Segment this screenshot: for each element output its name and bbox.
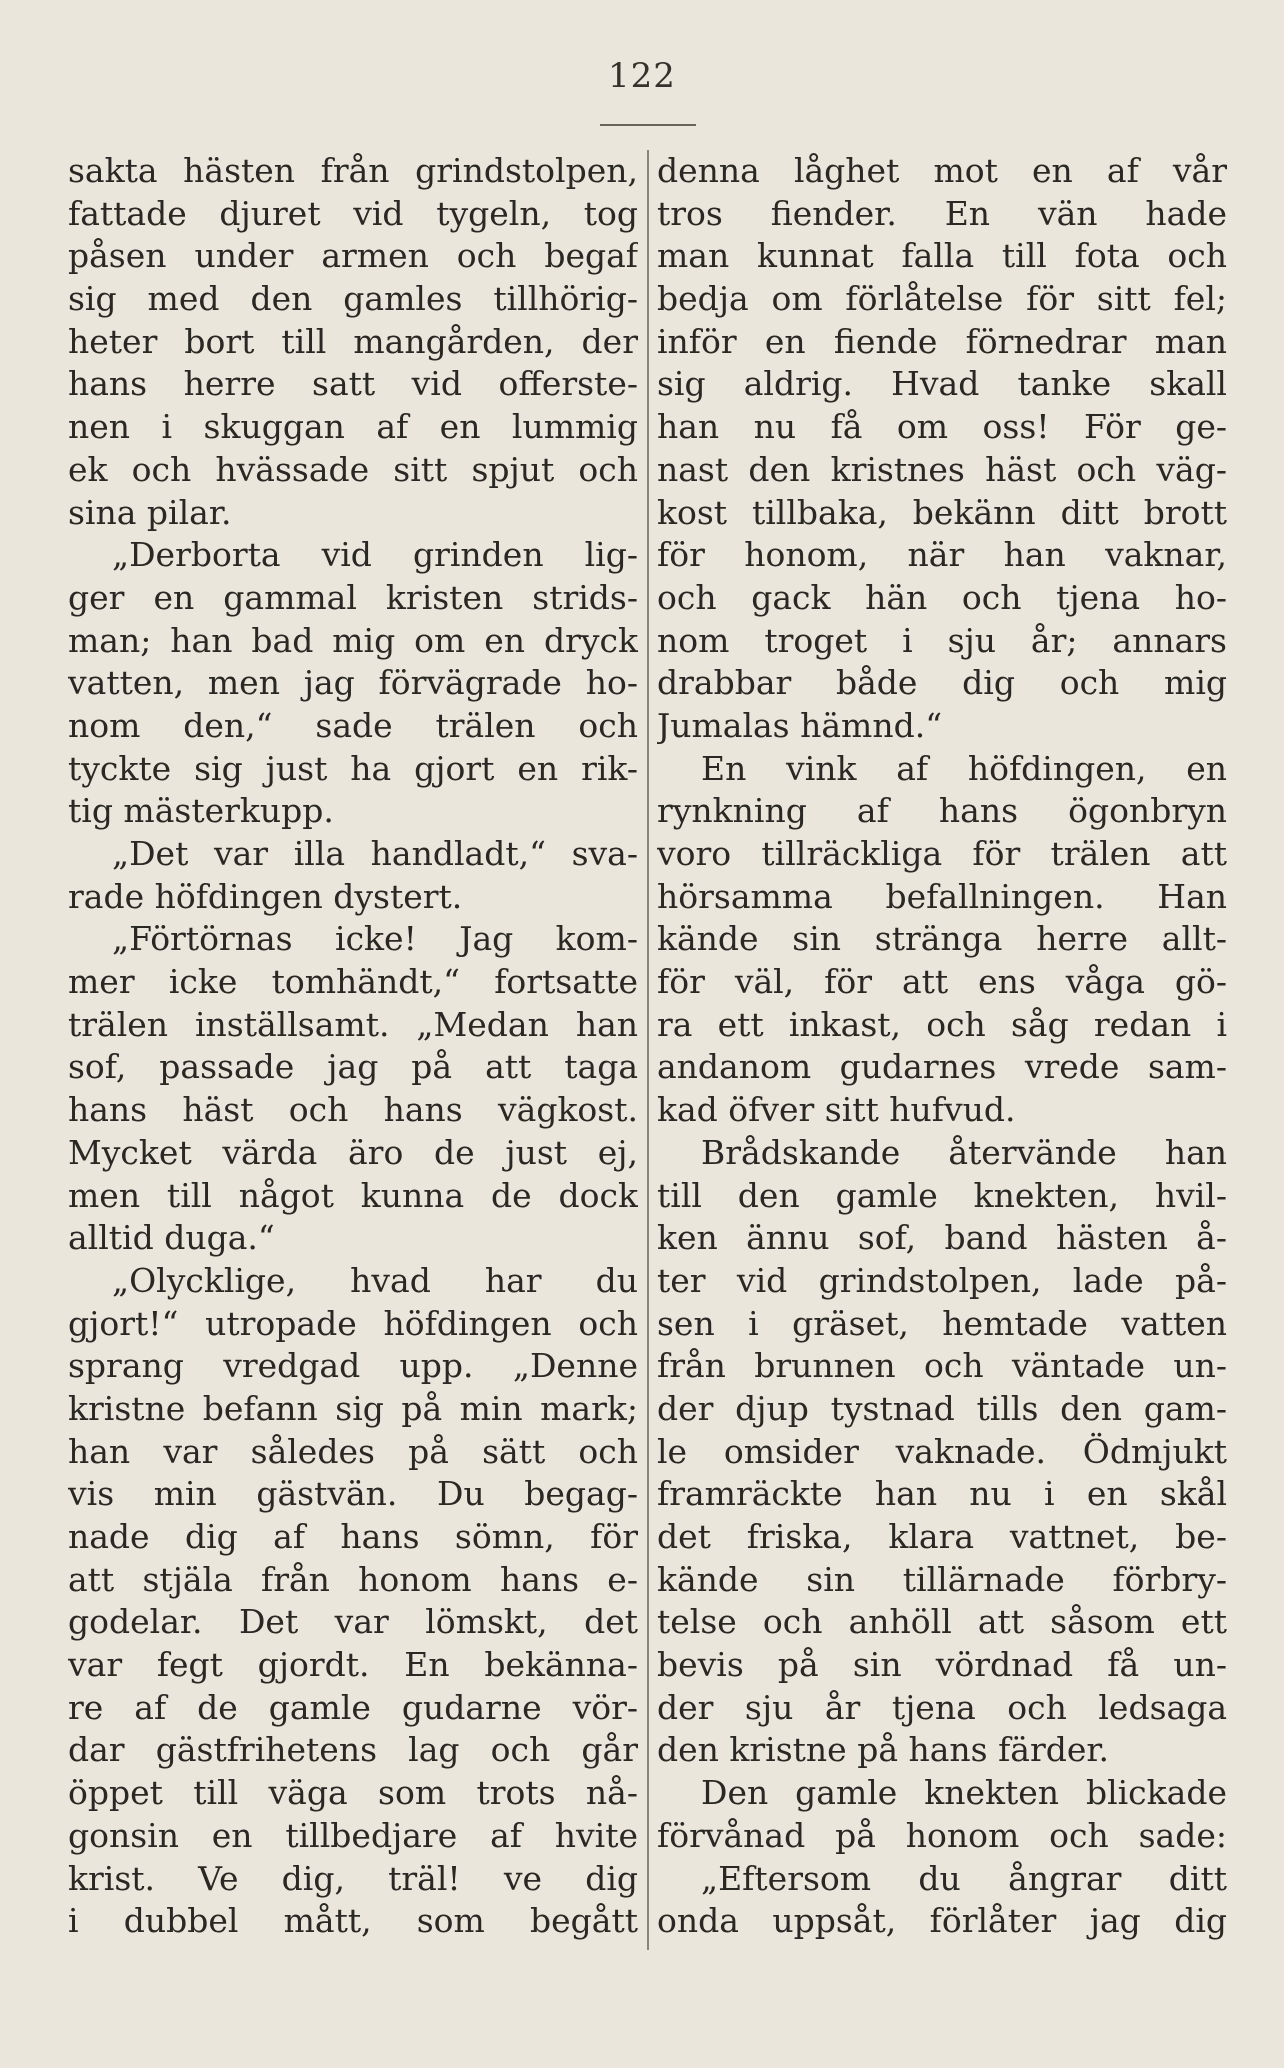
text-line: sig aldrig. Hvad tanke skall [657, 364, 1227, 404]
text-line: påsen under armen och begaf [68, 236, 638, 276]
text-line: kost tillbaka, bekänn ditt brott [657, 492, 1227, 532]
text-line: „Eftersom du ångrar ditt [701, 1858, 1227, 1898]
text-line: vatten, men jag förvägrade ho- [68, 663, 638, 703]
text-line: sig med den gamles tillhörig- [68, 279, 638, 319]
text-line: „Förtörnas icke! Jag kom- [112, 919, 638, 959]
text-line: han var således på sätt och [68, 1431, 638, 1471]
text-line: att stjäla från honom hans e- [68, 1559, 638, 1599]
text-line: der djup tystnad tills den gam- [657, 1388, 1227, 1428]
text-line: denna låghet mot en af vår [657, 151, 1227, 190]
page-number: 122 [608, 56, 676, 96]
text-line: drabbar både dig och mig [657, 663, 1227, 703]
text-line: ken ännu sof, band hästen å- [657, 1218, 1227, 1258]
text-line: nade dig af hans sömn, för [68, 1517, 638, 1556]
text-line: andanom gudarnes vrede sam- [657, 1047, 1227, 1087]
text-line: förvånad på honom och sade: [657, 1815, 1227, 1855]
column-divider [647, 150, 649, 1950]
text-line: ek och hvässade sitt spjut och [68, 449, 638, 489]
text-line: nom den,“ sade trälen och [68, 705, 638, 745]
text-line: bevis på sin vördnad få un- [657, 1645, 1227, 1685]
text-line: Jumalas hämnd.“ [657, 705, 943, 745]
text-line: kände sin tillärnade förbry- [657, 1559, 1227, 1599]
text-line: godelar. Det var lömskt, det [68, 1602, 638, 1642]
text-line: inför en fiende förnedrar man [657, 321, 1227, 361]
text-line: nen i skuggan af en lummig [68, 407, 638, 447]
text-line: sof, passade jag på att taga [68, 1047, 638, 1087]
text-line: hans herre satt vid offerste- [68, 364, 638, 404]
text-line: fattade djuret vid tygeln, tog [68, 193, 638, 233]
text-line: bedja om förlåtelse för sitt fel; [657, 279, 1227, 319]
text-line: från brunnen och väntade un- [657, 1346, 1227, 1386]
text-line: rade höfdingen dystert. [68, 876, 463, 916]
text-line: voro tillräckliga för trälen att [657, 834, 1227, 873]
text-line: till den gamle knekten, hvil- [657, 1175, 1227, 1215]
right-text-column [657, 150, 1227, 1943]
text-line: kände sin stränga herre allt- [657, 919, 1227, 959]
text-line: vis min gästvän. Du begag- [68, 1474, 638, 1514]
text-line: der sju år tjena och ledsaga [657, 1687, 1227, 1727]
text-line: sprang vredgad upp. „Denne [68, 1346, 638, 1386]
text-line: man; han bad mig om en dryck [68, 620, 638, 660]
text-line: den kristne på hans färder. [657, 1730, 1110, 1770]
text-line: nom troget i sju år; annars [657, 620, 1227, 660]
text-line: trälen inställsamt. „Medan han [68, 1004, 638, 1044]
text-line: hans häst och hans vägkost. [68, 1090, 638, 1130]
text-line: Mycket värda äro de just ej, [68, 1132, 638, 1172]
text-line: rynkning af hans ögonbryn [657, 791, 1227, 831]
left-text-column [68, 150, 638, 1943]
header-rule [600, 124, 696, 126]
text-line: framräckte han nu i en skål [657, 1474, 1227, 1514]
text-line: gonsin en tillbedjare af hvite [68, 1815, 638, 1855]
text-line: tyckte sig just ha gjort en rik- [68, 748, 638, 788]
text-line: sakta hästen från grindstolpen, [68, 151, 638, 190]
text-line: det friska, klara vattnet, be- [657, 1517, 1227, 1556]
text-line: men till något kunna de dock [68, 1175, 638, 1215]
text-line: kristne befann sig på min mark; [68, 1388, 638, 1428]
text-line: ra ett inkast, och såg redan i [657, 1004, 1227, 1044]
text-line: ter vid grindstolpen, lade på- [657, 1260, 1227, 1300]
text-line: ger en gammal kristen strids- [68, 577, 638, 617]
text-line: heter bort till mangården, der [68, 321, 638, 361]
text-line: mer icke tomhändt,“ fortsatte [68, 962, 638, 1002]
text-line: „Derborta vid grinden lig- [112, 535, 638, 575]
text-line: hörsamma befallningen. Han [657, 876, 1227, 916]
text-line: „Det var illa handladt,“ sva- [112, 834, 638, 873]
text-line: onda uppsåt, förlåter jag dig [657, 1901, 1227, 1941]
text-line: le omsider vaknade. Ödmjukt [657, 1431, 1227, 1471]
text-line: sina pilar. [68, 492, 232, 532]
text-line: nast den kristnes häst och väg- [657, 449, 1227, 489]
text-line: tros fiender. En vän hade [657, 193, 1227, 233]
text-line: re af de gamle gudarne vör- [68, 1687, 638, 1727]
text-line: alltid duga.“ [68, 1218, 275, 1258]
text-line: i dubbel mått, som begått [68, 1901, 638, 1941]
text-line: „Olycklige, hvad har du [112, 1260, 638, 1300]
text-line: man kunnat falla till fota och [657, 236, 1227, 276]
text-line: tig mästerkupp. [68, 791, 334, 831]
text-line: för väl, för att ens våga gö- [657, 962, 1227, 1002]
text-line: öppet till väga som trots nå- [68, 1773, 638, 1813]
text-line: gjort!“ utropade höfdingen och [68, 1303, 638, 1343]
text-line: sen i gräset, hemtade vatten [657, 1303, 1227, 1343]
text-line: han nu få om oss! För ge- [657, 407, 1227, 447]
text-line: Den gamle knekten blickade [701, 1773, 1227, 1813]
text-line: kad öfver sitt hufvud. [657, 1090, 1016, 1130]
text-line: telse och anhöll att såsom ett [657, 1602, 1227, 1642]
text-line: Brådskande återvände han [701, 1132, 1227, 1172]
text-line: krist. Ve dig, träl! ve dig [68, 1858, 638, 1898]
text-line: dar gästfrihetens lag och går [68, 1730, 638, 1770]
text-line: var fegt gjordt. En bekänna- [68, 1645, 638, 1685]
text-line: för honom, när han vaknar, [657, 535, 1227, 575]
text-line: och gack hän och tjena ho- [657, 577, 1227, 617]
text-line: En vink af höfdingen, en [701, 748, 1227, 788]
